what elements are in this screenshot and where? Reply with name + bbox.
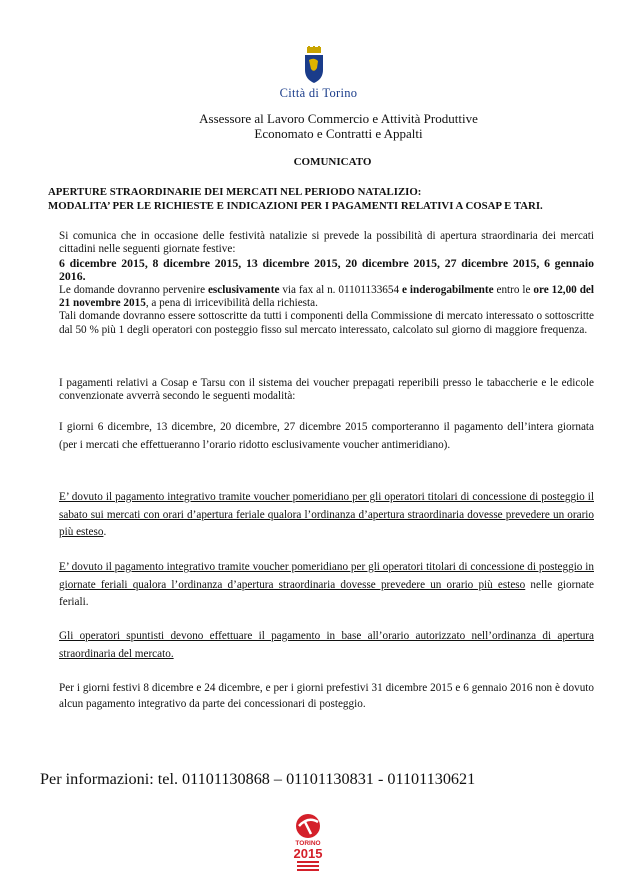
paragraph-payment-intro: I pagamenti relativi a Cosap e Tarsu con il sistema dei voucher prepagati reperibili presso le tabaccherie e le edicole convenzionate avverrà secondo le seguenti modalità: xyxy=(59,377,594,403)
department-line-1: Assessore al Lavoro Commercio e Attività Produttive xyxy=(199,111,478,126)
svg-text:2015: 2015 xyxy=(293,846,323,861)
paragraph-no-supplement: Per i giorni festivi 8 dicembre e 24 dicembre, e per i giorni prefestivi 31 dicembre 2015 e 6 gennaio 2016 non è dovuto alcun pagamento integrativo da parte dei concessionari di posteggio. xyxy=(59,682,594,710)
torino-crest-logo xyxy=(302,46,326,84)
signature-requirements: Tali domande dovranno essere sottoscritte da tutti i componenti della Commissione di mercato interessato o sottoscritte dal 50 % più 1 degli operatori con posteggio fisso sul mercato interessato, calcolato sul giorno di maggiore frequenza. xyxy=(59,310,594,336)
torino-2015-logo xyxy=(291,812,325,872)
paragraph-weekday-supplement: E’ dovuto il pagamento integrativo tramite voucher pomeridiano per gli operatori titolari di concessione di posteggio in giornate feriali qualora l’ordinanza d’apertura straordinaria dovesse prevedere un orario più esteso nelle giornate feriali. xyxy=(59,561,594,608)
request-deadline: Le domande dovranno pervenire esclusivamente via fax al n. 01101133654 e inderogabilmente entro le ore 12,00 del 21 novembre 2015, a pena di irricevibilità della richiesta. xyxy=(59,283,594,310)
document-type-heading: COMUNICATO xyxy=(293,156,372,168)
festive-dates: 6 dicembre 2015, 8 dicembre 2015, 13 dicembre 2015, 20 dicembre 2015, 27 dicembre 2015, 6 gennaio 2016. xyxy=(59,255,594,284)
paragraph-dates-and-requests xyxy=(59,230,594,337)
subject-line-1: APERTURE STRAORDINARIE DEI MERCATI NEL PERIODO NATALIZIO: xyxy=(48,186,422,198)
svg-text:TORINO: TORINO xyxy=(295,840,321,847)
paragraph-full-day-payment: I giorni 6 dicembre, 13 dicembre, 20 dicembre, 27 dicembre 2015 comporteranno il pagamento dell’intera giornata (per i mercati che effettueranno l’orario ridotto esclusivamente voucher antimeridiano). xyxy=(59,421,594,451)
subject-line-2: MODALITA’ PER LE RICHIESTE E INDICAZIONI PER I PAGAMENTI RELATIVI A COSAP E TARI. xyxy=(48,200,543,212)
city-name: Città di Torino xyxy=(279,86,358,100)
intro-text: Si comunica che in occasione delle festività natalizie si prevede la possibilità di apertura straordinaria dei mercati cittadini nelle seguenti giornate festive: xyxy=(59,230,594,256)
paragraph-spuntisti: Gli operatori spuntisti devono effettuare il pagamento in base all’orario autorizzato nell’ordinanza di apertura straordinaria del mercato. xyxy=(59,630,594,660)
contact-info: Per informazioni: tel. 01101130868 – 01101130831 - 01101130621 xyxy=(40,770,476,788)
paragraph-saturday-supplement: E’ dovuto il pagamento integrativo tramite voucher pomeridiano per gli operatori titolari di concessione di posteggio il sabato sui mercati con orari d’apertura feriale qualora l’ordinanza d’apertura straordinaria dovesse prevedere un orario più esteso. xyxy=(59,491,594,538)
department-line-2: Economato e Contratti e Appalti xyxy=(254,126,423,141)
